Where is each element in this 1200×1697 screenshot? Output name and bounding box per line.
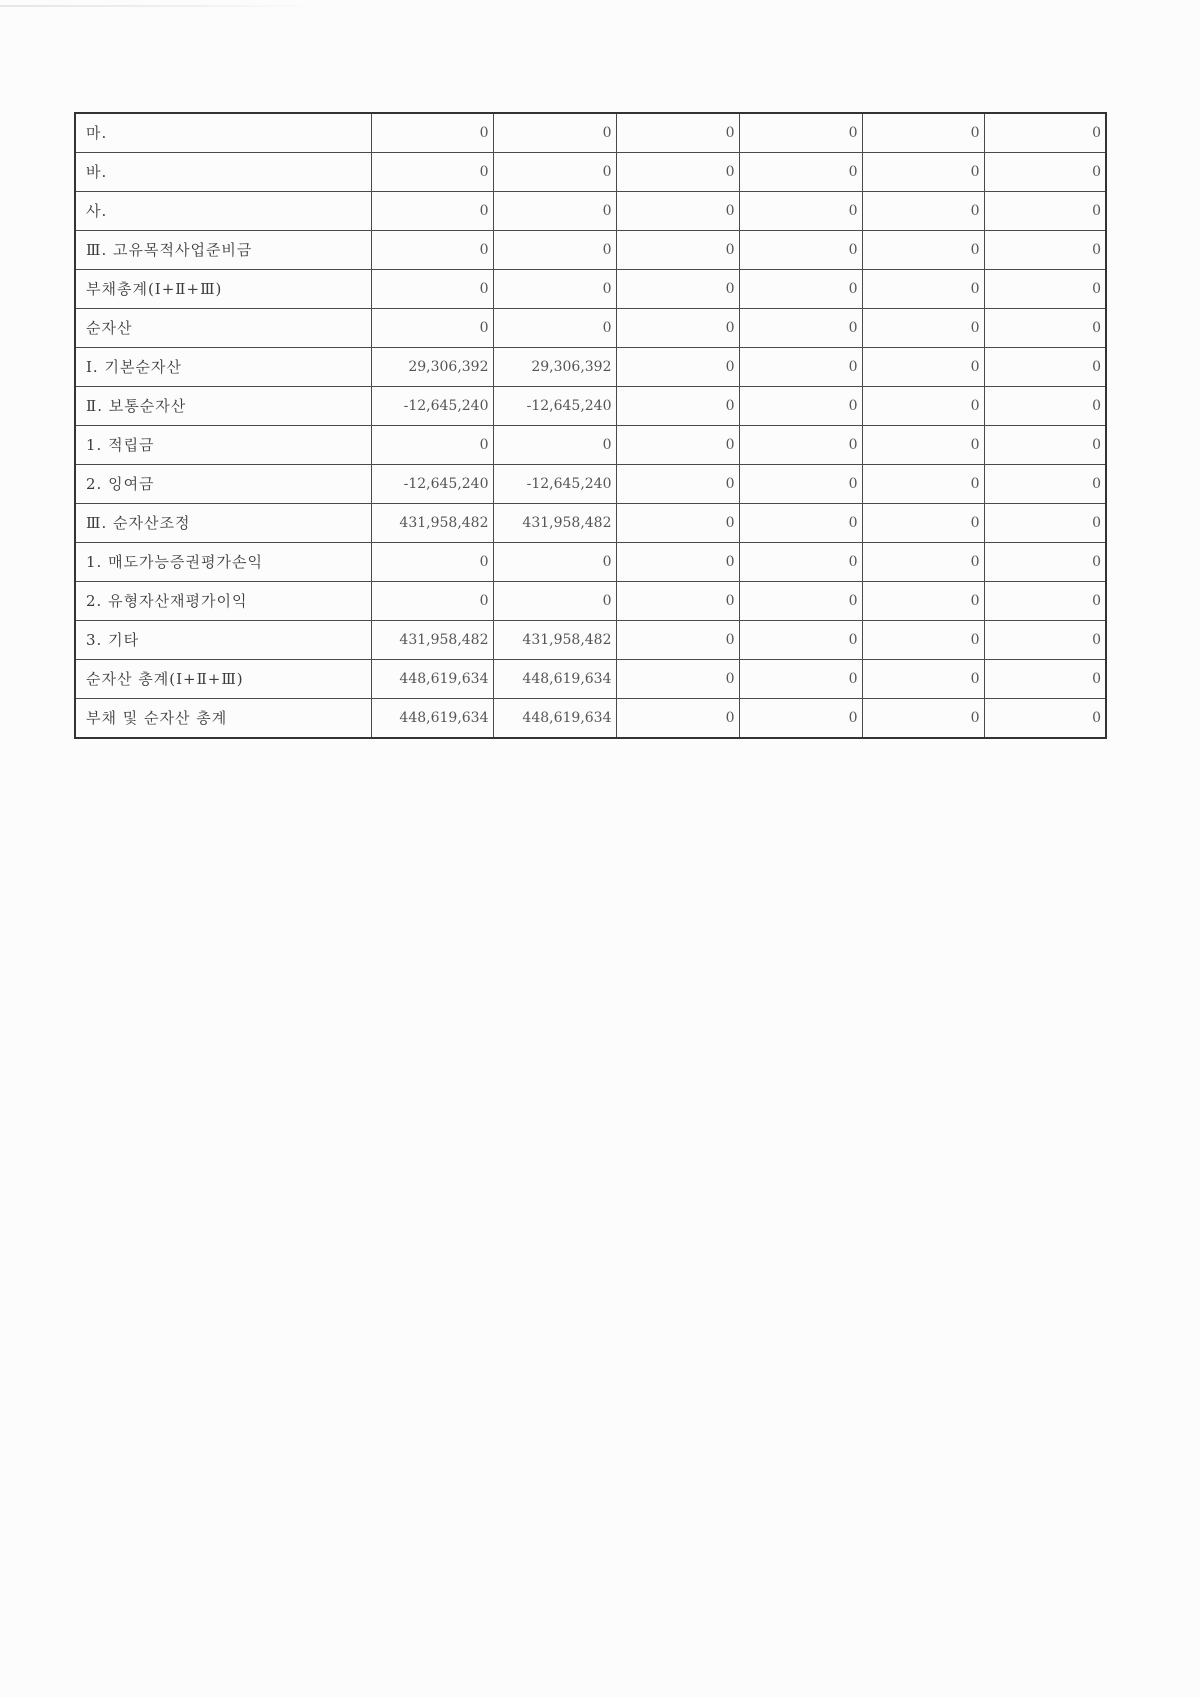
row-value: 0 (984, 113, 1106, 153)
row-label: 사. (75, 192, 371, 231)
row-value: 431,958,482 (493, 621, 616, 660)
row-value: 0 (862, 153, 984, 192)
row-value: 0 (984, 192, 1106, 231)
row-label: 부채총계(Ⅰ+Ⅱ+Ⅲ) (75, 270, 371, 309)
row-value: -12,645,240 (493, 465, 616, 504)
row-value: 0 (984, 426, 1106, 465)
row-value: 0 (739, 348, 862, 387)
row-value: 0 (862, 543, 984, 582)
row-value: 0 (862, 504, 984, 543)
row-value: 0 (984, 582, 1106, 621)
row-value: 0 (984, 153, 1106, 192)
table-row (75, 465, 1106, 504)
row-value: 0 (984, 699, 1106, 739)
row-value: 0 (616, 270, 739, 309)
row-label: Ⅱ. 보통순자산 (75, 387, 371, 426)
row-value: 0 (862, 113, 984, 153)
row-value: 0 (616, 153, 739, 192)
row-label: Ⅰ. 기본순자산 (75, 348, 371, 387)
row-value: 0 (984, 387, 1106, 426)
row-value: 0 (739, 543, 862, 582)
row-value: 0 (493, 582, 616, 621)
row-value: 0 (616, 699, 739, 739)
row-value: 0 (616, 465, 739, 504)
table-row (75, 426, 1106, 465)
row-value: 0 (862, 426, 984, 465)
row-value: 0 (739, 309, 862, 348)
row-label: 1. 매도가능증권평가손익 (75, 543, 371, 582)
row-value: 0 (493, 192, 616, 231)
row-value: 0 (493, 426, 616, 465)
table-row (75, 543, 1106, 582)
row-value: 0 (862, 270, 984, 309)
row-value: 448,619,634 (493, 699, 616, 739)
row-value: 0 (616, 621, 739, 660)
row-value: 0 (739, 231, 862, 270)
row-value: 448,619,634 (493, 660, 616, 699)
row-label: Ⅲ. 고유목적사업준비금 (75, 231, 371, 270)
row-value: 0 (371, 309, 493, 348)
row-value: 0 (739, 582, 862, 621)
row-value: 0 (493, 543, 616, 582)
row-value: 0 (984, 543, 1106, 582)
row-value: 431,958,482 (371, 621, 493, 660)
row-value: 0 (984, 309, 1106, 348)
table-body (75, 113, 1106, 738)
table-row (75, 504, 1106, 543)
row-value: 0 (616, 309, 739, 348)
row-value: 29,306,392 (371, 348, 493, 387)
row-value: 448,619,634 (371, 699, 493, 739)
row-value: 0 (984, 504, 1106, 543)
row-value: 0 (739, 699, 862, 739)
row-value: 0 (862, 192, 984, 231)
row-value: 0 (371, 582, 493, 621)
row-value: 0 (862, 582, 984, 621)
row-value: 0 (739, 113, 862, 153)
row-value: 0 (616, 582, 739, 621)
row-value: 0 (739, 270, 862, 309)
row-value: 431,958,482 (493, 504, 616, 543)
row-value: 0 (984, 465, 1106, 504)
balance-sheet-table (74, 112, 1107, 739)
row-value: -12,645,240 (371, 387, 493, 426)
row-value: 0 (739, 387, 862, 426)
row-value: 0 (371, 270, 493, 309)
row-value: 0 (616, 543, 739, 582)
row-value: 0 (493, 270, 616, 309)
row-value: -12,645,240 (371, 465, 493, 504)
row-value: 0 (739, 660, 862, 699)
row-value: 0 (862, 621, 984, 660)
row-value: 0 (616, 231, 739, 270)
row-value: 0 (739, 504, 862, 543)
row-value: 0 (493, 153, 616, 192)
row-value: 0 (371, 153, 493, 192)
table-row (75, 699, 1106, 739)
row-value: 0 (862, 387, 984, 426)
row-value: 0 (616, 348, 739, 387)
row-label: 1. 적립금 (75, 426, 371, 465)
table-row (75, 348, 1106, 387)
row-label: 순자산 (75, 309, 371, 348)
row-value: 0 (862, 699, 984, 739)
row-label: 3. 기타 (75, 621, 371, 660)
row-value: 0 (616, 113, 739, 153)
row-value: 0 (493, 231, 616, 270)
row-label: 부채 및 순자산 총계 (75, 699, 371, 739)
scan-edge-mark (0, 5, 320, 7)
table-row (75, 270, 1106, 309)
row-value: 0 (371, 543, 493, 582)
row-value: 0 (984, 660, 1106, 699)
row-value: 0 (371, 231, 493, 270)
row-label: 순자산 총계(Ⅰ+Ⅱ+Ⅲ) (75, 660, 371, 699)
row-label: 바. (75, 153, 371, 192)
row-label: 2. 잉여금 (75, 465, 371, 504)
table-row (75, 309, 1106, 348)
row-value: 0 (616, 387, 739, 426)
row-value: 0 (739, 465, 862, 504)
row-value: 29,306,392 (493, 348, 616, 387)
row-value: 448,619,634 (371, 660, 493, 699)
row-value: 0 (862, 309, 984, 348)
table-row (75, 231, 1106, 270)
row-value: 431,958,482 (371, 504, 493, 543)
row-label: Ⅲ. 순자산조정 (75, 504, 371, 543)
row-value: 0 (739, 621, 862, 660)
table-row (75, 153, 1106, 192)
row-value: -12,645,240 (493, 387, 616, 426)
row-value: 0 (984, 348, 1106, 387)
row-value: 0 (984, 270, 1106, 309)
table-row (75, 660, 1106, 699)
row-value: 0 (862, 660, 984, 699)
row-value: 0 (616, 192, 739, 231)
row-value: 0 (862, 231, 984, 270)
row-value: 0 (862, 348, 984, 387)
table-row (75, 582, 1106, 621)
row-value: 0 (984, 231, 1106, 270)
row-value: 0 (862, 465, 984, 504)
row-value: 0 (616, 426, 739, 465)
row-value: 0 (616, 660, 739, 699)
row-value: 0 (371, 426, 493, 465)
row-label: 마. (75, 113, 371, 153)
row-value: 0 (493, 113, 616, 153)
table-row (75, 113, 1106, 153)
row-value: 0 (739, 153, 862, 192)
row-value: 0 (984, 621, 1106, 660)
row-value: 0 (616, 504, 739, 543)
table-row (75, 621, 1106, 660)
row-value: 0 (739, 192, 862, 231)
row-value: 0 (371, 192, 493, 231)
table-row (75, 387, 1106, 426)
row-label: 2. 유형자산재평가이익 (75, 582, 371, 621)
table-row (75, 192, 1106, 231)
row-value: 0 (493, 309, 616, 348)
row-value: 0 (371, 113, 493, 153)
row-value: 0 (739, 426, 862, 465)
